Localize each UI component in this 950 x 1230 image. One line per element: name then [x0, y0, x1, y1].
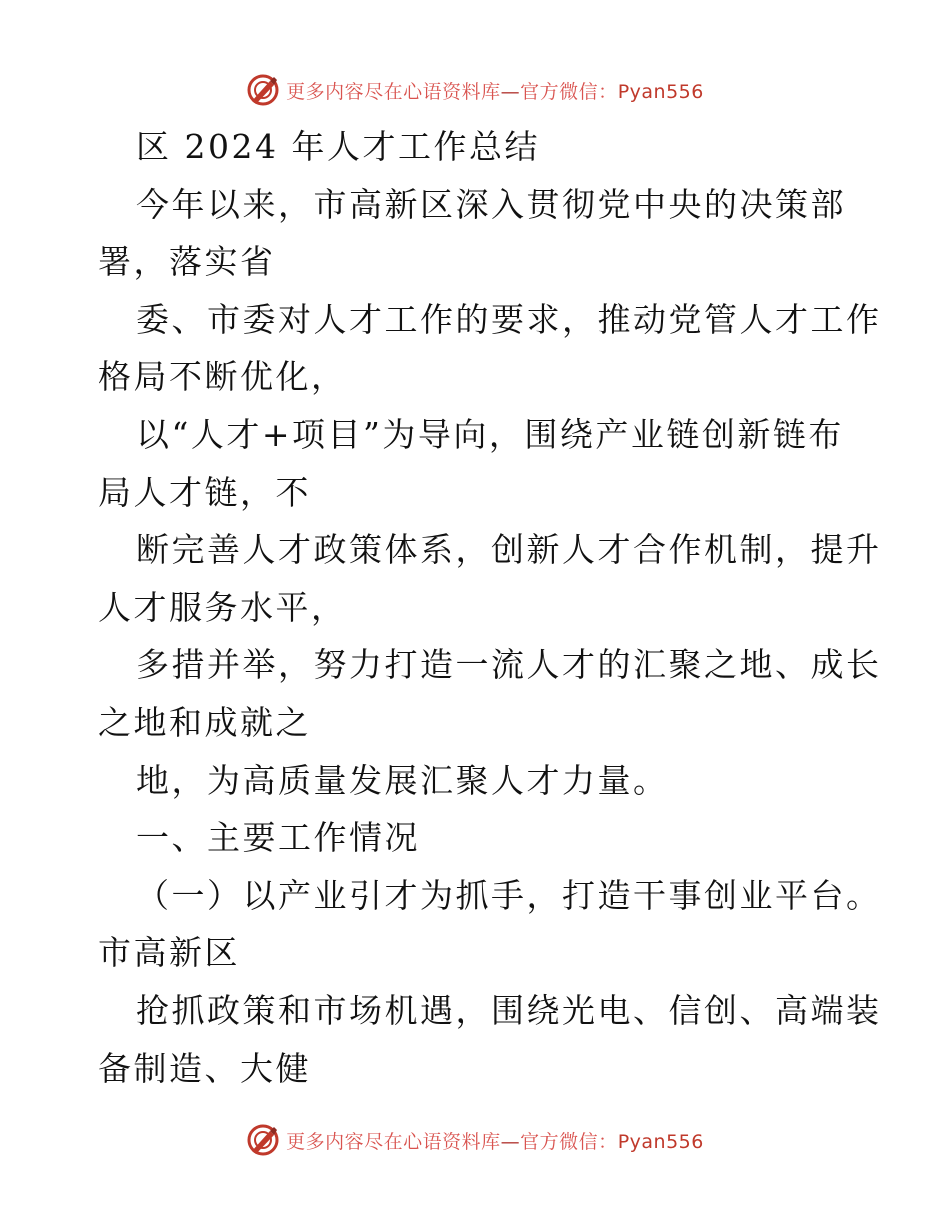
text-line: 市高新区 [98, 933, 240, 973]
banner-separator: — [500, 80, 521, 103]
banner-site-text: 更多内容尽在心语资料库 [286, 80, 501, 103]
banner-text [286, 77, 704, 104]
text-line: 一、主要工作情况 [136, 818, 420, 858]
text-line: 今年以来，市高新区深入贯彻党中央的决策部 [136, 184, 846, 224]
banner-wechat-id: Pyan556 [617, 1130, 704, 1153]
text-line: 人才服务水平， [98, 587, 347, 627]
banner-wechat-label: 官方微信： [520, 1130, 618, 1153]
document-body [98, 118, 882, 1097]
banner-separator: — [500, 1130, 521, 1153]
banner-text [286, 1127, 704, 1154]
text-line: 抢抓政策和市场机遇，围绕光电、信创、高端装 [136, 990, 882, 1030]
banner-wechat-label: 官方微信： [520, 80, 618, 103]
text-line: 地，为高质量发展汇聚人才力量。 [136, 760, 669, 800]
text-line: 多措并举，努力打造一流人才的汇聚之地、成长 [136, 645, 882, 685]
pen-logo-icon [246, 73, 280, 107]
pen-logo-icon [246, 1123, 280, 1157]
text-line: 以“人才+项目”为导向，围绕产业链创新链布 [136, 414, 844, 454]
text-line: 署，落实省 [98, 242, 276, 282]
text-line: （一）以产业引才为抓手，打造干事创业平台。 [136, 875, 882, 915]
header-watermark-banner [0, 70, 950, 110]
text-line: 格局不断优化， [98, 357, 347, 397]
text-line: 委、市委对人才工作的要求，推动党管人才工作 [136, 299, 882, 339]
banner-site-text: 更多内容尽在心语资料库 [286, 1130, 501, 1153]
text-line: 区 2024 年人才工作总结 [136, 127, 540, 166]
text-line: 断完善人才政策体系，创新人才合作机制，提升 [136, 530, 882, 570]
banner-wechat-id: Pyan556 [617, 80, 704, 103]
text-line: 之地和成就之 [98, 702, 311, 742]
text-line: 备制造、大健 [98, 1048, 311, 1088]
footer-watermark-banner [0, 1120, 950, 1160]
text-line: 局人才链，不 [98, 472, 311, 512]
